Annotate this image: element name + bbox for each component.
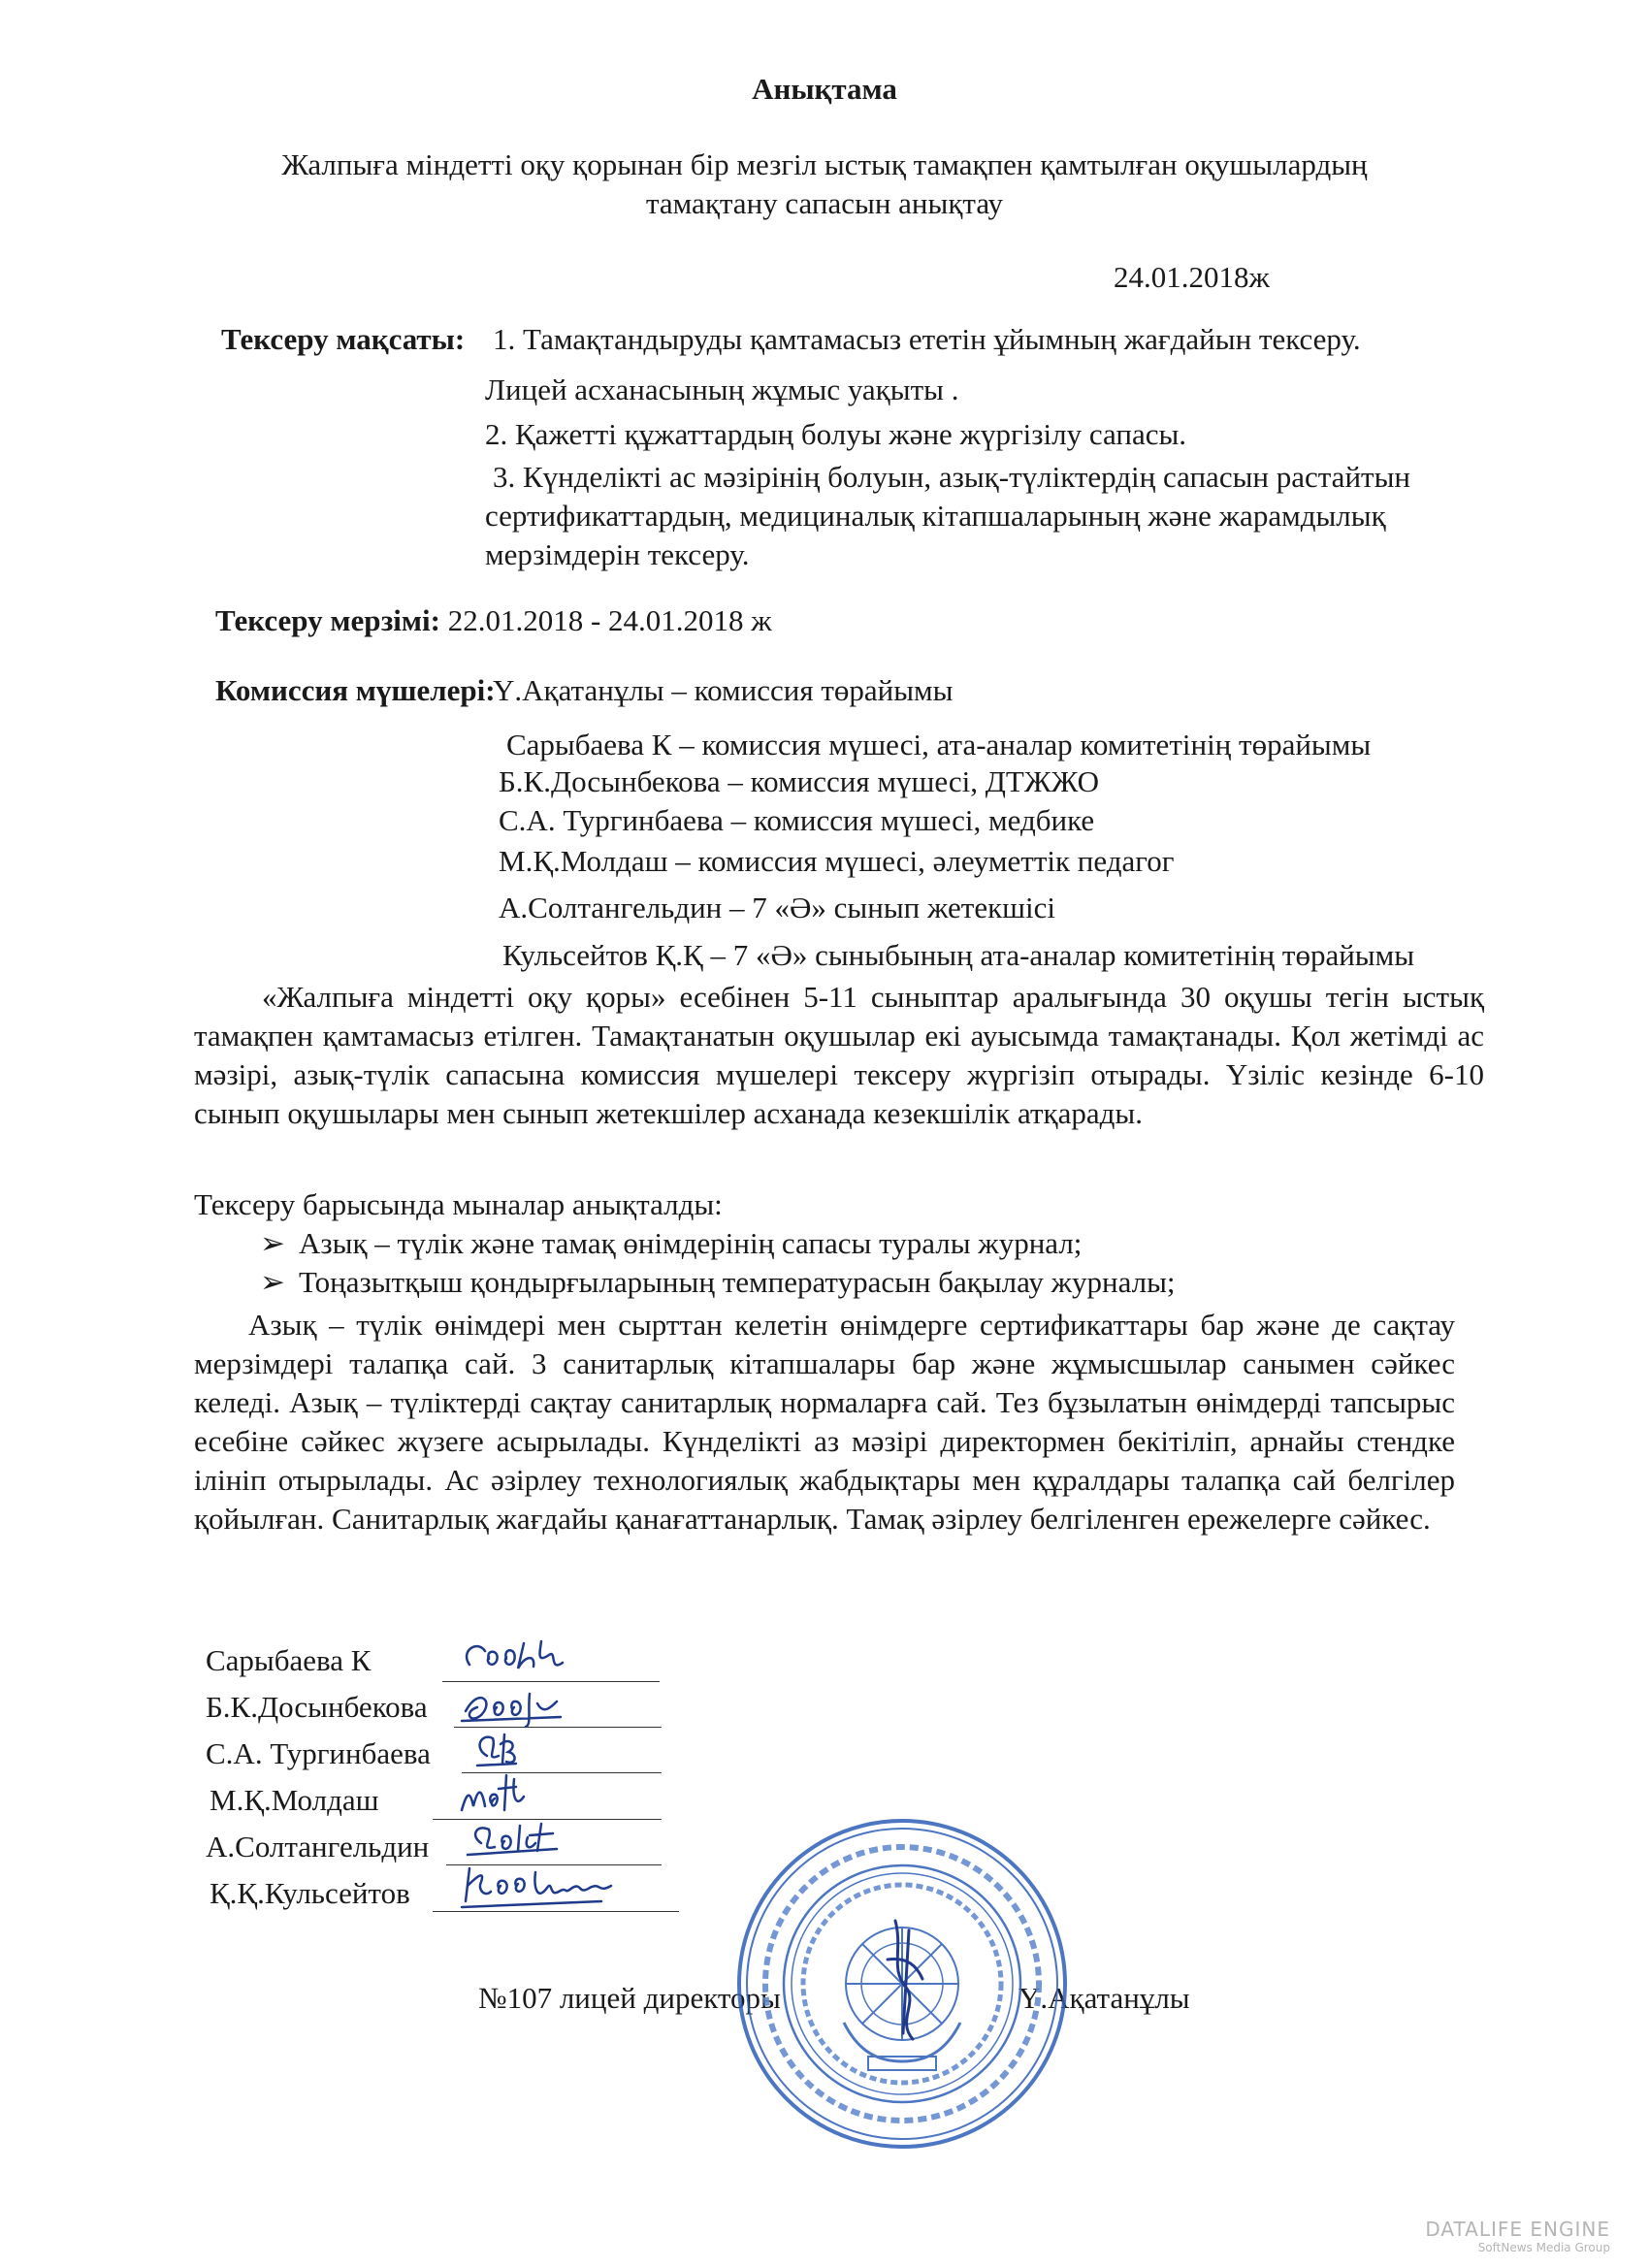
document-title: Анықтама (752, 72, 897, 106)
commission-member: С.А. Тургинбаева – комиссия мүшесі, медбике (499, 803, 1095, 837)
finding-item (260, 1224, 1082, 1263)
commission-label: Комиссия мүшелері: (215, 673, 496, 707)
document-subtitle-line2: тамақтану сапасын анықтау (645, 186, 1004, 220)
purpose-line6: мерзімдерін тексеру. (485, 537, 750, 571)
document-subtitle-line1: Жалпыға міндетті оқу қорынан бір мезгіл ыстық тамақпен қамтылған оқушылардың (281, 147, 1368, 181)
finding-text: Азық – түлік және тамақ өнімдерінің сапасы туралы журнал; (299, 1226, 1083, 1260)
signature-scribble (468, 1727, 545, 1773)
signature-scribble (456, 1859, 640, 1917)
commission-member: М.Қ.Молдаш – комиссия мүшесі, әлеуметтік педагог (499, 844, 1175, 878)
commission-member: А.Солтангельдин – 7 «Ә» сынып жетекшісі (499, 891, 1055, 924)
signatory-name: А.Солтангельдин (206, 1830, 430, 1863)
signature-scribble (460, 1816, 566, 1863)
watermark-line1: DATALIFE ENGINE (1425, 2218, 1610, 2241)
watermark (1425, 2218, 1610, 2254)
commission-member: Б.К.Досынбекова – комиссия мүшесі, ДТЖЖО (499, 764, 1100, 798)
official-stamp (732, 1814, 1072, 2154)
purpose-line4: 3. Күнделікті ас мәзірінің болуын, азық-түліктердің сапасын растайтын (493, 460, 1410, 494)
signatory-name: Б.К.Досынбекова (206, 1690, 428, 1724)
signatory-name: Сарыбаева К (206, 1643, 372, 1677)
body-paragraph-2: Азық – түлік өнімдері мен сырттан келетін өнімдерге сертификаттары бар және де сақтау мерзімдері талапқа сай. 3 санитарлық кітапшалары бар және жұмысшылар санымен сәйкес келеді. Азық – түліктерді сақтау санитарлық нормаларға сай. Тез бұзылатын өнімдерді тапсырыс есебіне сәйкес жүзеге асырылады. Күнделікті аз мәзірі директормен бекітіліп, арнайы стендке ілініп отырылады. Ас әзірлеу технологиялық жабдықтары мен құралдары талапқа сай белгілер қойылған. Санитарлық жағдайы қанағаттанарлық. Тамақ әзірлеу белгіленген ережелерге сәйкес. (194, 1308, 1455, 1536)
director-position: №107 лицей директоры (478, 1981, 781, 2015)
watermark-line2: SoftNews Media Group (1477, 2241, 1610, 2254)
document-date: 24.01.2018ж (1114, 260, 1270, 294)
signatory-name: М.Қ.Молдаш (210, 1783, 379, 1817)
purpose-line1: 1. Тамақтандыруды қамтамасыз ететін ұйымның жағдайын тексеру. (493, 322, 1361, 356)
purpose-line2: Лицей асханасының жұмыс уақыты . (485, 373, 959, 406)
commission-member: Сарыбаева К – комиссия мүшесі, ата-аналар комитетінің төрайымы (506, 728, 1372, 761)
period-label: Тексеру мерзімі: (215, 603, 440, 637)
purpose-line3: 2. Қажетті құжаттардың болуы және жүргізілу сапасы. (485, 417, 1187, 451)
bullet-arrow-icon: ➢ (260, 1226, 285, 1260)
period-value: 22.01.2018 - 24.01.2018 ж (447, 603, 772, 637)
signature-scribble (456, 1682, 592, 1731)
commission-member: Ү.Ақатанұлы – комиссия төрайымы (493, 673, 954, 707)
signature-scribble (456, 1634, 592, 1682)
director-name: Ү.Ақатанұлы (1018, 1981, 1190, 2015)
signatory-name: С.А. Тургинбаева (206, 1736, 431, 1770)
purpose-label: Тексеру мақсаты: (221, 322, 466, 356)
finding-item (260, 1263, 1176, 1302)
findings-intro: Тексеру барысында мыналар анықталды: (194, 1187, 723, 1221)
finding-text: Тоңазытқыш қондырғыларының температурасын бақылау журналы; (299, 1265, 1176, 1299)
period-row (215, 601, 772, 640)
bullet-arrow-icon: ➢ (260, 1265, 285, 1299)
commission-member: Кульсейтов Қ.Қ – 7 «Ә» сыныбының ата-аналар комитетінің төрайымы (502, 938, 1415, 972)
signatory-name: Қ.Қ.Кульсейтов (210, 1876, 410, 1910)
body-paragraph-1: «Жалпыға міндетті оқу қоры» есебінен 5-11 сыныптар аралығында 30 оқушы тегін ыстық тамақпен қамтамасыз етілген. Тамақтанатын оқушылар екі ауысымда тамақтанады. Қол жетімді ас мәзірі, азық-түлік сапасына комиссия мүшелері тексеру жүргізіп отырады. Үзіліс кезінде 6-10 сынып оқушылары мен сынып жетекшілер асханада кезекшілік атқарады. (194, 980, 1484, 1130)
purpose-line5: сертификаттардың, медициналық кітапшаларының және жарамдылық (485, 499, 1386, 533)
